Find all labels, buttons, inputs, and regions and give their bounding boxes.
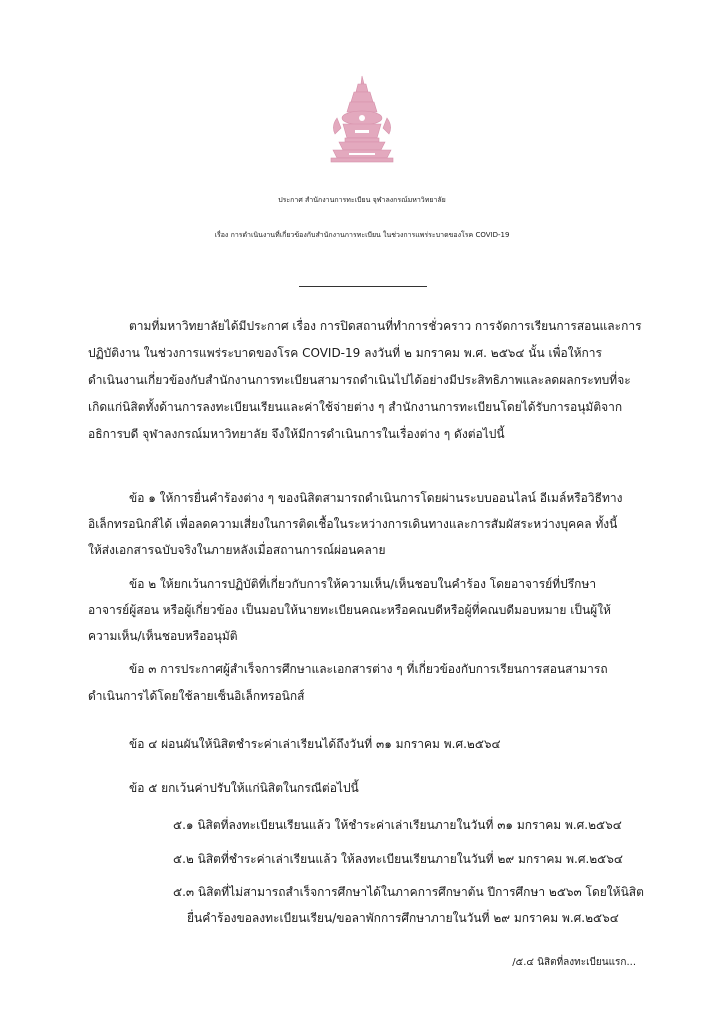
intro-line: เกิดแก่นิสิตทั้งด้านการลงทะเบียนเรียนและค่าใช้จ่ายต่าง ๆ สำนักงานการทะเบียนโดยได้รับการอนุมัติจาก: [88, 400, 623, 414]
chulalongkorn-seal-icon: [325, 74, 399, 166]
clause-5-item: ๕.๑ นิสิตที่ลงทะเบียนเรียนแล้ว ให้ชำระค่าเล่าเรียนภายในวันที่ ๓๑ มกราคม พ.ศ.๒๕๖๔: [173, 818, 622, 832]
clause-5-item: ๕.๒ นิสิตที่ชำระค่าเล่าเรียนแล้ว ให้ลงทะเบียนเรียนภายในวันที่ ๒๙ มกราคม พ.ศ.๒๕๖๔: [173, 852, 623, 866]
clause-4-line: ข้อ ๔ ผ่อนผันให้นิสิตชำระค่าเล่าเรียนได้ถึงวันที่ ๓๑ มกราคม พ.ศ.๒๕๖๔: [129, 737, 501, 751]
clause-1-line: อิเล็กทรอนิกส์ได้ เพื่อลดความเสี่ยงในการติดเชื้อในระหว่างการเดินทางและการสัมผัสระหว่างบุคคล ทั้งนี้: [88, 517, 618, 531]
clause-1-line: ข้อ ๑ ให้การยื่นคำร้องต่าง ๆ ของนิสิตสามารถดำเนินการโดยผ่านระบบออนไลน์ อีเมล์หรือวิธีทาง: [129, 491, 623, 505]
intro-line: ปฏิบัติงาน ในช่วงการแพร่ระบาดของโรค COVID-19 ลงวันที่ ๒ มกราคม พ.ศ. ๒๕๖๔ นั้น เพื่อให้การ: [88, 346, 602, 360]
clause-3-line: ดำเนินการได้โดยใช้ลายเซ็นอิเล็กทรอนิกส์: [88, 689, 305, 703]
intro-line: ดำเนินงานเกี่ยวข้องกับสำนักงานการทะเบียนสามารถดำเนินไปได้อย่างมีประสิทธิภาพและลดผลกระทบที่จะ: [88, 373, 631, 387]
clause-2-line: อาจารย์ผู้สอน หรือผู้เกี่ยวข้อง เป็นมอบให้นายทะเบียนคณะหรือคณบดีหรือผู้ที่คณบดีมอบหมาย เป็นผู้ให้: [88, 603, 611, 617]
clause-2-line: ความเห็น/เห็นชอบหรืออนุมัติ: [88, 629, 238, 643]
announcement-subject: เรื่อง การดำเนินงานที่เกี่ยวข้องกับสำนักงานการทะเบียน ในช่วงการแพร่ระบาดของโรค COVID-19: [214, 231, 510, 239]
clause-5-item: ๕.๓ นิสิตที่ไม่สามารถสำเร็จการศึกษาได้ในภาคการศึกษาต้น ปีการศึกษา ๒๕๖๓ โดยให้นิสิต: [173, 885, 644, 899]
clause-5-heading: ข้อ ๕ ยกเว้นค่าปรับให้แก่นิสิตในกรณีต่อไปนี้: [129, 781, 359, 795]
clause-5-item: ยื่นคำร้องขอลงทะเบียนเรียน/ขอลาพักการศึกษาภายในวันที่ ๒๙ มกราคม พ.ศ.๒๕๖๔: [187, 911, 619, 925]
clause-3-line: ข้อ ๓ การประกาศผู้สำเร็จการศึกษาและเอกสารต่าง ๆ ที่เกี่ยวข้องกับการเรียนการสอนสามารถ: [129, 662, 608, 676]
page-continuation: /๕.๔ นิสิตที่ลงทะเบียนแรก...: [512, 957, 636, 968]
intro-line: อธิการบดี จุฬาลงกรณ์มหาวิทยาลัย จึงให้มีการดำเนินการในเรื่องต่าง ๆ ดังต่อไปนี้: [88, 427, 505, 441]
clause-1-line: ให้ส่งเอกสารฉบับจริงในภายหลังเมื่อสถานการณ์ผ่อนคลาย: [88, 543, 386, 557]
announcement-title: ประกาศ สำนักงานการทะเบียน จุฬาลงกรณ์มหาวิทยาลัย: [278, 196, 446, 204]
title-divider: [299, 286, 427, 287]
clause-2-line: ข้อ ๒ ให้ยกเว้นการปฏิบัติที่เกี่ยวกับการให้ความเห็น/เห็นชอบในคำร้อง โดยอาจารย์ที่ปรึกษา: [129, 577, 597, 591]
intro-line: ตามที่มหาวิทยาลัยได้มีประกาศ เรื่อง การปิดสถานที่ทำการชั่วคราว การจัดการเรียนการสอนและการ: [129, 319, 642, 333]
